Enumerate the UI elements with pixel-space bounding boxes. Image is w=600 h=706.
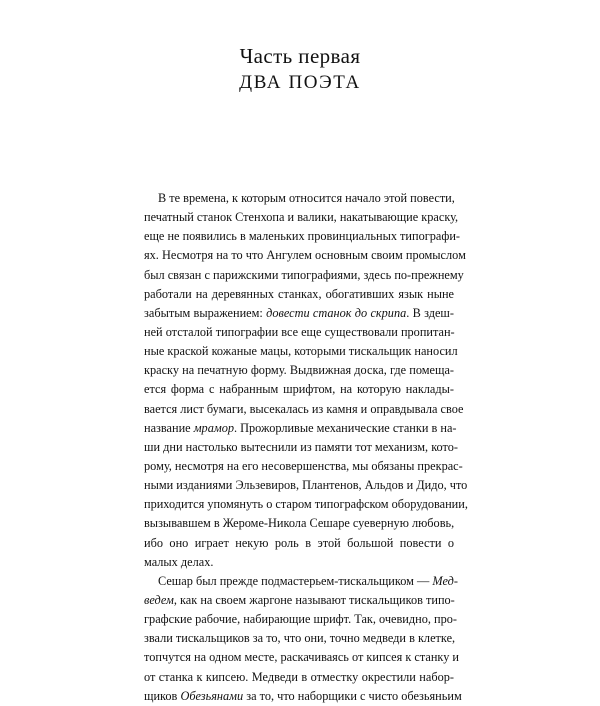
italic-term: Мед- [432, 573, 458, 588]
text-line [144, 610, 457, 629]
text-segment: звали тискальщиков за то, что они, точно медведи в клетке, [144, 631, 456, 646]
italic-term: Обезьянами [180, 688, 244, 703]
text-line [144, 534, 454, 553]
text-line [144, 400, 464, 419]
text-segment: название [144, 420, 194, 435]
text-segment: щиков [144, 688, 181, 703]
text-line [144, 227, 461, 246]
italic-term: довести станок до скрипа [266, 305, 407, 320]
text-segment: , как на своем жаргоне называют тискальщиков типо- [173, 592, 455, 607]
text-segment: ными изданиями Эльзевиров, Плантенов, Альдов и Дидо, что [144, 478, 468, 493]
text-segment: малых делах. [144, 554, 214, 569]
text-segment: рому, несмотря на его несовершенства, мы обязаны прекрас- [144, 458, 463, 473]
paragraph [144, 189, 468, 572]
text-line [144, 380, 454, 399]
part-title: Часть первая [239, 44, 361, 68]
text-segment: от станка к кипсею. Медведи в отместку окрестили набор- [144, 669, 454, 684]
text-segment: ется форма с набранным шрифтом, на которую наклады- [144, 382, 454, 397]
text-line [144, 591, 454, 610]
text-segment: Сешар был прежде подмастерьем-тискальщиком — [158, 573, 433, 588]
text-line [144, 208, 459, 227]
text-line [144, 476, 468, 495]
text-line [144, 457, 463, 476]
text-segment: ные краской кожаные мацы, которыми тискальщик наносил [144, 344, 458, 359]
text-segment: вается лист бумаги, высекалась из камня и оправдывала свое [144, 401, 464, 416]
text-segment: топчутся на одном месте, раскачиваясь от кипсея к станку и [144, 650, 460, 665]
text-line [144, 572, 458, 591]
text-line [144, 438, 458, 457]
text-line [144, 648, 460, 667]
italic-term: мрамор [193, 420, 234, 435]
text-line [144, 285, 454, 304]
text-line [144, 266, 464, 285]
text-line [144, 342, 458, 361]
text-segment: забытым выражением: [144, 305, 267, 320]
italic-term: ведем [144, 592, 174, 607]
text-line [144, 361, 454, 380]
text-line [144, 514, 454, 533]
text-line [144, 304, 454, 323]
text-line [144, 553, 454, 572]
text-segment: . Прожорливые механические станки в на- [234, 420, 457, 435]
text-segment: . В здеш- [406, 305, 454, 320]
text-segment: был связан с парижскими типографиями, здесь по-прежнему [144, 267, 464, 282]
text-line [144, 495, 468, 514]
text-segment: краску на печатную форму. Выдвижная доска, где помеща- [144, 363, 454, 378]
text-segment: печатный станок Стенхопа и валики, накатывающие краску, [144, 210, 459, 225]
text-segment: ней отсталой типографии все еще существовали пропитан- [144, 324, 455, 339]
text-segment: ибо оно играет некую роль в этой большой повести о [144, 535, 454, 550]
text-line [144, 668, 454, 687]
text-line [144, 189, 454, 208]
body-text [144, 189, 468, 706]
text-segment: работали на деревянных станках, обогативших язык ныне [144, 286, 454, 301]
text-segment: за то, что наборщики с чисто обезьяньим [243, 688, 462, 703]
text-segment: ях. Несмотря на то что Ангулем основным своим промыслом [144, 248, 466, 263]
part-subtitle: ДВА ПОЭТА [239, 72, 361, 93]
text-line [144, 246, 466, 265]
text-segment: еще не появились в маленьких провинциальных типографи- [144, 229, 461, 244]
text-segment: графские рабочие, набирающие шрифт. Так, очевидно, про- [144, 612, 457, 627]
text-segment: вызывавшем в Жероме-Никола Сешаре суеверную любовь, [144, 516, 455, 531]
paragraph [144, 572, 462, 706]
text-line [144, 629, 454, 648]
text-segment: приходится упомянуть о старом типографском оборудовании, [144, 497, 468, 512]
text-segment: В те времена, к которым относится начало этой повести, [158, 191, 455, 205]
text-segment: ши дни настолько вытеснили из памяти тот механизм, кото- [144, 439, 458, 454]
text-line [144, 419, 457, 438]
text-line [144, 323, 454, 342]
text-line [144, 687, 462, 706]
